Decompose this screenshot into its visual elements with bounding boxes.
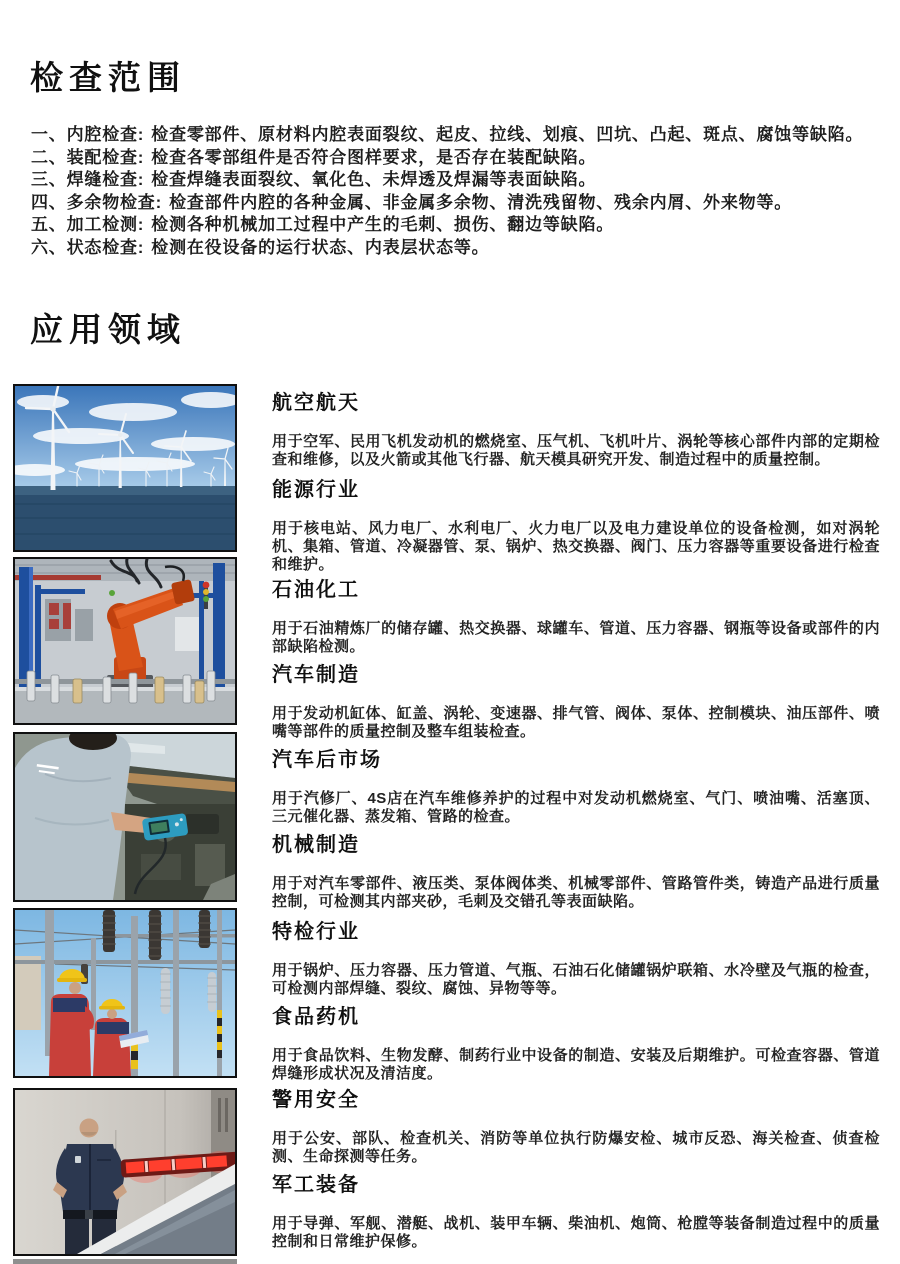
inspection-item-label: 一、内腔检查:: [31, 125, 145, 144]
app-section-special-inspection: [272, 920, 880, 998]
power-station-workers-photo: [13, 908, 237, 1078]
police-officer-photo: [13, 1088, 237, 1256]
inspection-item-text: 检测各种机械加工过程中产生的毛刺、损伤、翻边等缺陷。: [151, 215, 615, 235]
application-text: 用于石油精炼厂的储存罐、热交换器、球罐车、管道、压力容器、钢瓶等设备或部件的内部缺陷检测。: [272, 620, 880, 655]
application-heading: 机械制造: [272, 834, 360, 856]
inspection-item: [31, 147, 863, 170]
substation-illustration: [15, 910, 235, 1076]
app-section-energy: [272, 478, 880, 574]
application-heading: 能源行业: [272, 479, 360, 501]
car-inspection-photo: [13, 732, 237, 902]
app-section-military: [272, 1173, 880, 1251]
inspection-item-text: 检查焊缝表面裂纹、氧化色、未焊透及焊漏等表面缺陷。: [151, 170, 597, 190]
factory-robot-photo: [13, 557, 237, 725]
application-text: 用于食品饮料、生物发酵、制药行业中设备的制造、安装及后期维护。可检查容器、管道焊缝形成状况及清洁度。: [272, 1047, 880, 1082]
inspection-item: [31, 192, 863, 215]
inspection-item-text: 检查零部件、原材料内腔表面裂纹、起皮、拉线、划痕、凹坑、凸起、斑点、腐蚀等缺陷。: [151, 125, 864, 144]
application-heading: 汽车制造: [272, 664, 360, 686]
inspection-item: [31, 214, 863, 237]
app-section-food-pharma: [272, 1005, 880, 1083]
application-text: 用于对汽车零部件、液压类、泵体阀体类、机械零部件、管路管件类，铸造产品进行质量控制，可检测其内部夹砂，毛刺及交错孔等表面缺陷。: [272, 875, 880, 910]
inspection-item: [31, 237, 863, 260]
wind-farm-illustration: [15, 386, 235, 550]
application-text: 用于核电站、风力电厂、水利电厂、火力电厂以及电力建设单位的设备检测，如对涡轮机、集箱、管道、冷凝器管、泵、锅炉、热交换器、阀门、压力容器等重要设备进行检查和维护。: [272, 520, 880, 573]
inspection-item-label: 三、焊缝检查:: [31, 170, 145, 190]
application-text: 用于汽修厂、4S店在汽车维修养护的过程中对发动机燃烧室、气门、喷油嘴、活塞顶、三元催化器、蒸发箱、管路的检查。: [272, 790, 880, 825]
app-section-auto-manufacturing: [272, 663, 880, 741]
application-heading: 军工装备: [272, 1174, 360, 1196]
application-heading: 航空航天: [272, 392, 360, 414]
inspection-item-text: 检查各零部组件是否符合图样要求，是否存在装配缺陷。: [151, 147, 597, 167]
application-heading: 警用安全: [272, 1089, 360, 1111]
inspection-item-text: 检测在役设备的运行状态、内表层状态等。: [151, 237, 490, 257]
inspection-item-text: 检查部件内腔的各种金属、非金属多余物、清洗残留物、残余内屑、外来物等。: [169, 192, 793, 212]
offshore-wind-farm-photo: [13, 384, 237, 552]
car-inspection-illustration: [15, 734, 235, 900]
next-photo-top-edge: [13, 1259, 237, 1264]
police-illustration: [15, 1090, 235, 1254]
inspection-item-label: 五、加工检测:: [31, 215, 145, 235]
application-areas-title: 应用领域: [30, 311, 186, 348]
application-heading: 汽车后市场: [272, 749, 382, 771]
inspection-item: [31, 124, 863, 147]
application-text: 用于锅炉、压力容器、压力管道、气瓶、石油石化储罐锅炉联箱、水冷壁及气瓶的检查，可检测内部焊缝、裂纹、腐蚀、异物等等。: [272, 962, 880, 997]
app-section-petrochemical: [272, 578, 880, 656]
application-heading: 特检行业: [272, 921, 360, 943]
application-text: 用于导弹、军舰、潜艇、战机、装甲车辆、柴油机、炮筒、枪膛等装备制造过程中的质量控制和日常维护保修。: [272, 1215, 880, 1250]
application-text: 用于发动机缸体、缸盖、涡轮、变速器、排气管、阀体、泵体、控制模块、油压部件、喷嘴等部件的质量控制及整车组装检查。: [272, 705, 880, 740]
inspection-item-label: 六、状态检查:: [31, 237, 145, 257]
application-heading: 食品药机: [272, 1006, 360, 1028]
application-text: 用于空军、民用飞机发动机的燃烧室、压气机、飞机叶片、涡轮等核心部件内部的定期检查和维修，以及火箭或其他飞行器、航天模具研究开发、制造过程中的质量控制。: [272, 433, 880, 468]
inspection-scope-title: 检查范围: [30, 59, 186, 96]
app-section-police-security: [272, 1088, 880, 1166]
inspection-item: [31, 169, 863, 192]
inspection-item-label: 四、多余物检查:: [31, 192, 163, 212]
app-section-aerospace: [272, 391, 880, 469]
factory-robot-illustration: [15, 559, 235, 723]
application-heading: 石油化工: [272, 579, 360, 601]
application-text: 用于公安、部队、检查机关、消防等单位执行防爆安检、城市反恐、海关检查、侦查检测、生命探测等任务。: [272, 1130, 880, 1165]
inspection-item-label: 二、装配检查:: [31, 147, 145, 167]
app-section-auto-aftermarket: [272, 748, 880, 826]
app-section-machinery: [272, 833, 880, 911]
inspection-list: [31, 124, 863, 260]
